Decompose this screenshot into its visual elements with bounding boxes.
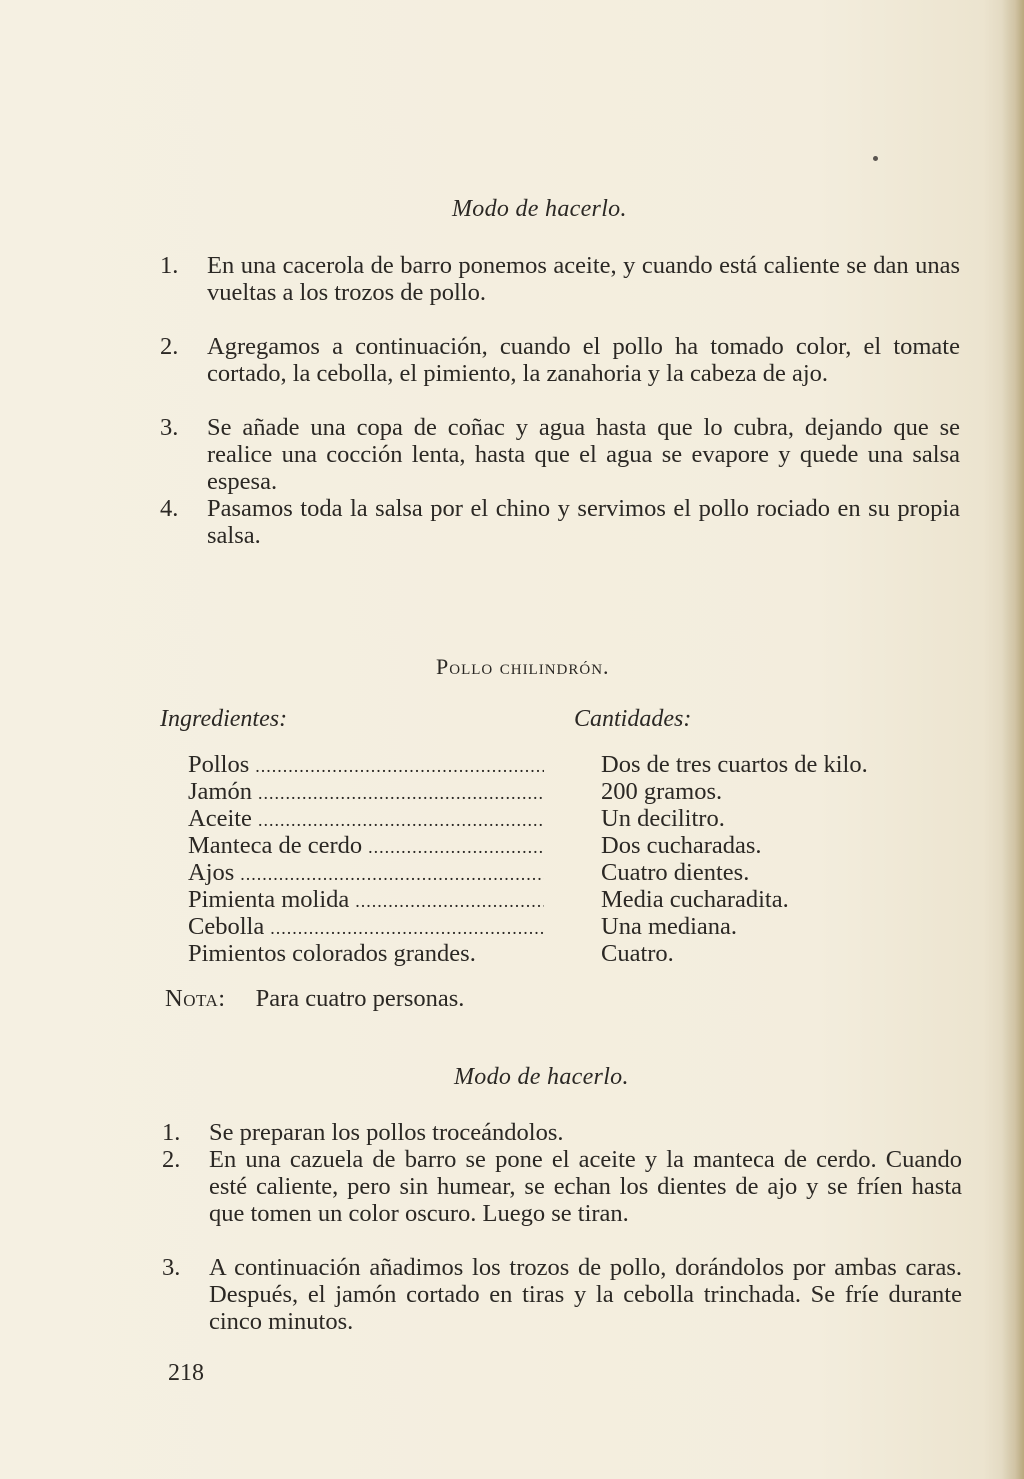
page-edge-shadow [1002, 0, 1024, 1479]
leader-dots [270, 915, 544, 942]
ingredient-quantity: Cuatro. [601, 940, 674, 967]
ingredient-quantity: Dos cucharadas. [601, 832, 762, 859]
leader-dots [240, 861, 544, 888]
leader-dots [368, 834, 544, 861]
ingredient-quantity: Dos de tres cuartos de kilo. [601, 751, 868, 778]
ingredient-name: Aceite [188, 805, 252, 832]
method-step-3 [160, 414, 960, 495]
ink-speck [873, 156, 878, 161]
step-number: 4. [160, 495, 179, 522]
step-number: 1. [162, 1119, 181, 1146]
step-number: 3. [160, 414, 179, 441]
step-text: En una cazuela de barro se pone el aceite y la manteca de cerdo. Cuando esté caliente, pero sin humear, se echan los dientes de ajo y se fríen hasta que tomen un color oscuro. Luego se tiran. [209, 1146, 962, 1227]
recipe-title: Pollo chilindrón. [436, 654, 610, 679]
step-number: 3. [162, 1254, 181, 1281]
ingredient-name: Ajos [188, 859, 235, 886]
ingredient-name: Pimientos colorados grandes. [188, 940, 476, 967]
step-text: Se añade una copa de coñac y agua hasta que lo cubra, dejando que se realice una cocción lenta, hasta que el agua se evapore y quede una salsa espesa. [207, 414, 960, 495]
ingredient-row [188, 832, 544, 861]
step-text: Se preparan los pollos troceándolos. [209, 1119, 564, 1146]
method-step-1 [162, 1119, 962, 1146]
step-text: En una cacerola de barro ponemos aceite, y cuando está caliente se dan unas vueltas a los trozos de pollo. [207, 252, 960, 306]
ingredient-name: Jamón [188, 778, 252, 805]
method-heading-1: Modo de hacerlo. [452, 196, 627, 222]
step-text: Agregamos a continuación, cuando el pollo ha tomado color, el tomate cortado, la cebolla, el pimiento, la zanahoria y la cabeza de ajo. [207, 333, 960, 387]
note-text: Para cuatro personas. [255, 985, 465, 1012]
ingredient-name: Cebolla [188, 913, 265, 940]
ingredient-row [188, 940, 558, 967]
recipe-note [165, 985, 464, 1013]
page-number: 218 [168, 1360, 204, 1386]
method-step-3 [162, 1254, 962, 1335]
ingredient-quantity: Cuatro dientes. [601, 859, 750, 886]
ingredient-row [188, 859, 544, 888]
ingredients-heading: Ingredientes: [160, 706, 288, 732]
ingredient-row [188, 886, 544, 915]
method-heading-2: Modo de hacerlo. [454, 1064, 629, 1090]
ingredient-row [188, 805, 544, 834]
ingredient-row [188, 778, 544, 807]
ingredient-quantity: 200 gramos. [601, 778, 723, 805]
ingredient-quantity: Un decilitro. [601, 805, 725, 832]
leader-dots [255, 753, 544, 780]
ingredient-name: Pollos [188, 751, 250, 778]
leader-dots [258, 807, 544, 834]
step-text: Pasamos toda la salsa por el chino y servimos el pollo rociado en su propia salsa. [207, 495, 960, 549]
ingredient-name: Pimienta molida [188, 886, 350, 913]
method-step-2 [160, 333, 960, 387]
method-step-4 [160, 495, 960, 549]
ingredient-row [188, 913, 544, 942]
quantities-heading: Cantidades: [574, 706, 692, 732]
step-text: A continuación añadimos los trozos de pollo, dorándolos por ambas caras. Después, el jamón cortado en tiras y la cebolla trinchada. Se fríe durante cinco minutos. [209, 1254, 962, 1335]
method-step-2 [162, 1146, 962, 1227]
step-number: 2. [162, 1146, 181, 1173]
ingredient-quantity: Una mediana. [601, 913, 738, 940]
note-label: Nota: [165, 985, 226, 1012]
leader-dots [258, 780, 544, 807]
method-step-1 [160, 252, 960, 306]
leader-dots [355, 888, 544, 915]
ingredient-quantity: Media cucharadita. [601, 886, 789, 913]
ingredient-row [188, 751, 544, 780]
step-number: 1. [160, 252, 179, 279]
ingredient-name: Manteca de cerdo [188, 832, 363, 859]
step-number: 2. [160, 333, 179, 360]
